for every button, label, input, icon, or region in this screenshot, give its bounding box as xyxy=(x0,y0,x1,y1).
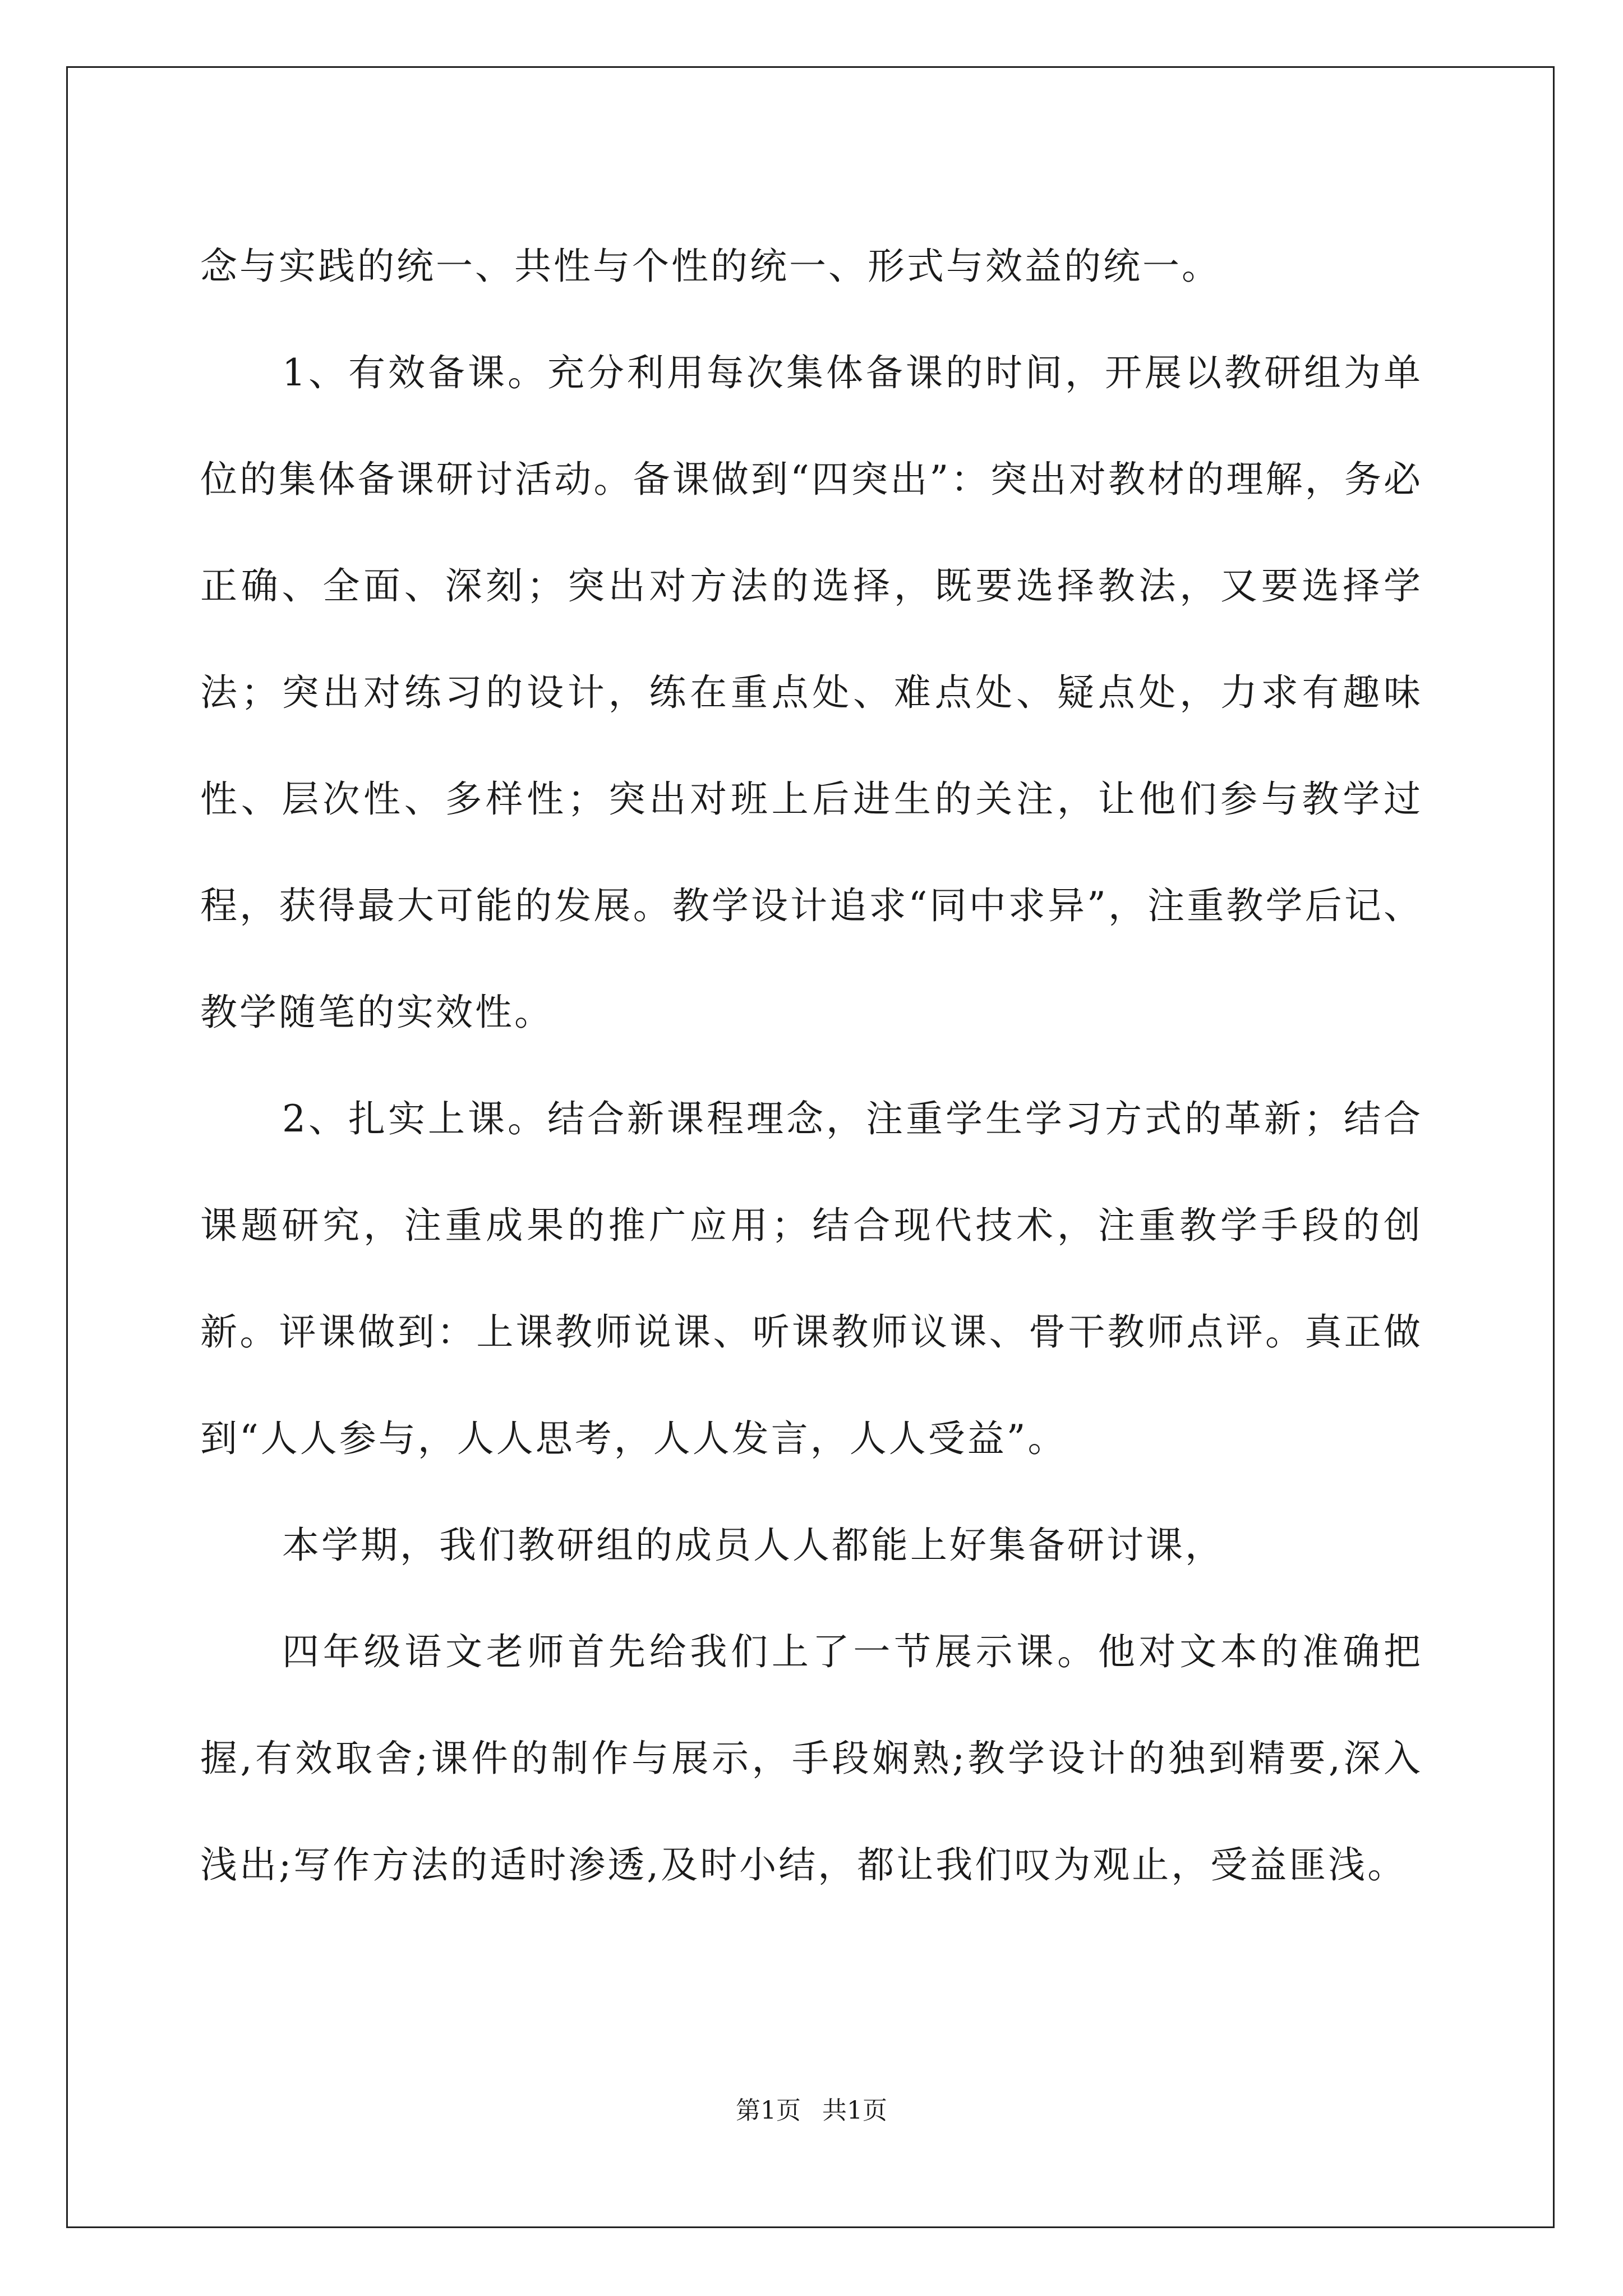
paragraph-solid-teaching: 2、扎实上课。结合新课程理念，注重学生学习方式的革新；结合课题研究，注重成果的推广应用；结合现代技术，注重教学手段的创新。评课做到：上课教师说课、听课教师议课、骨干教师点评。真正做到“人人参与，人人思考，人人发言，人人受益”。 xyxy=(200,1097,1423,1460)
page-total: 共1页 xyxy=(822,2096,887,2125)
paragraph-demo-lesson: 四年级语文老师首先给我们上了一节展示课。他对文本的准确把握,有效取舍;课件的制作与展示，手段娴熟;教学设计的独到精要,深入浅出;写作方法的适时渗透,及时小结，都让我们叹为观止，受益匪浅。 xyxy=(200,1630,1423,1887)
page-footer xyxy=(0,2094,1623,2128)
paragraph-effective-lesson-prep: 1、有效备课。充分利用每次集体备课的时间，开展以教研组为单位的集体备课研讨活动。备课做到“四突出”：突出对教材的理解，务必正确、全面、深刻；突出对方法的选择，既要选择教法，又要选择学法；突出对练习的设计，练在重点处、难点处、疑点处，力求有趣味性、层次性、多样性；突出对班上后进生的关注，让他们参与教学过程，获得最大可能的发展。教学设计追求“同中求异”，注重教学后记、教学随笔的实效性。 xyxy=(200,351,1423,1034)
paragraph-this-semester: 本学期，我们教研组的成员人人都能上好集备研讨课， xyxy=(282,1524,1224,1567)
document-body xyxy=(200,213,1423,1918)
page-number: 第1页 xyxy=(736,2096,801,2125)
paragraph-continuation: 念与实践的统一、共性与个性的统一、形式与效益的统一。 xyxy=(200,245,1221,288)
